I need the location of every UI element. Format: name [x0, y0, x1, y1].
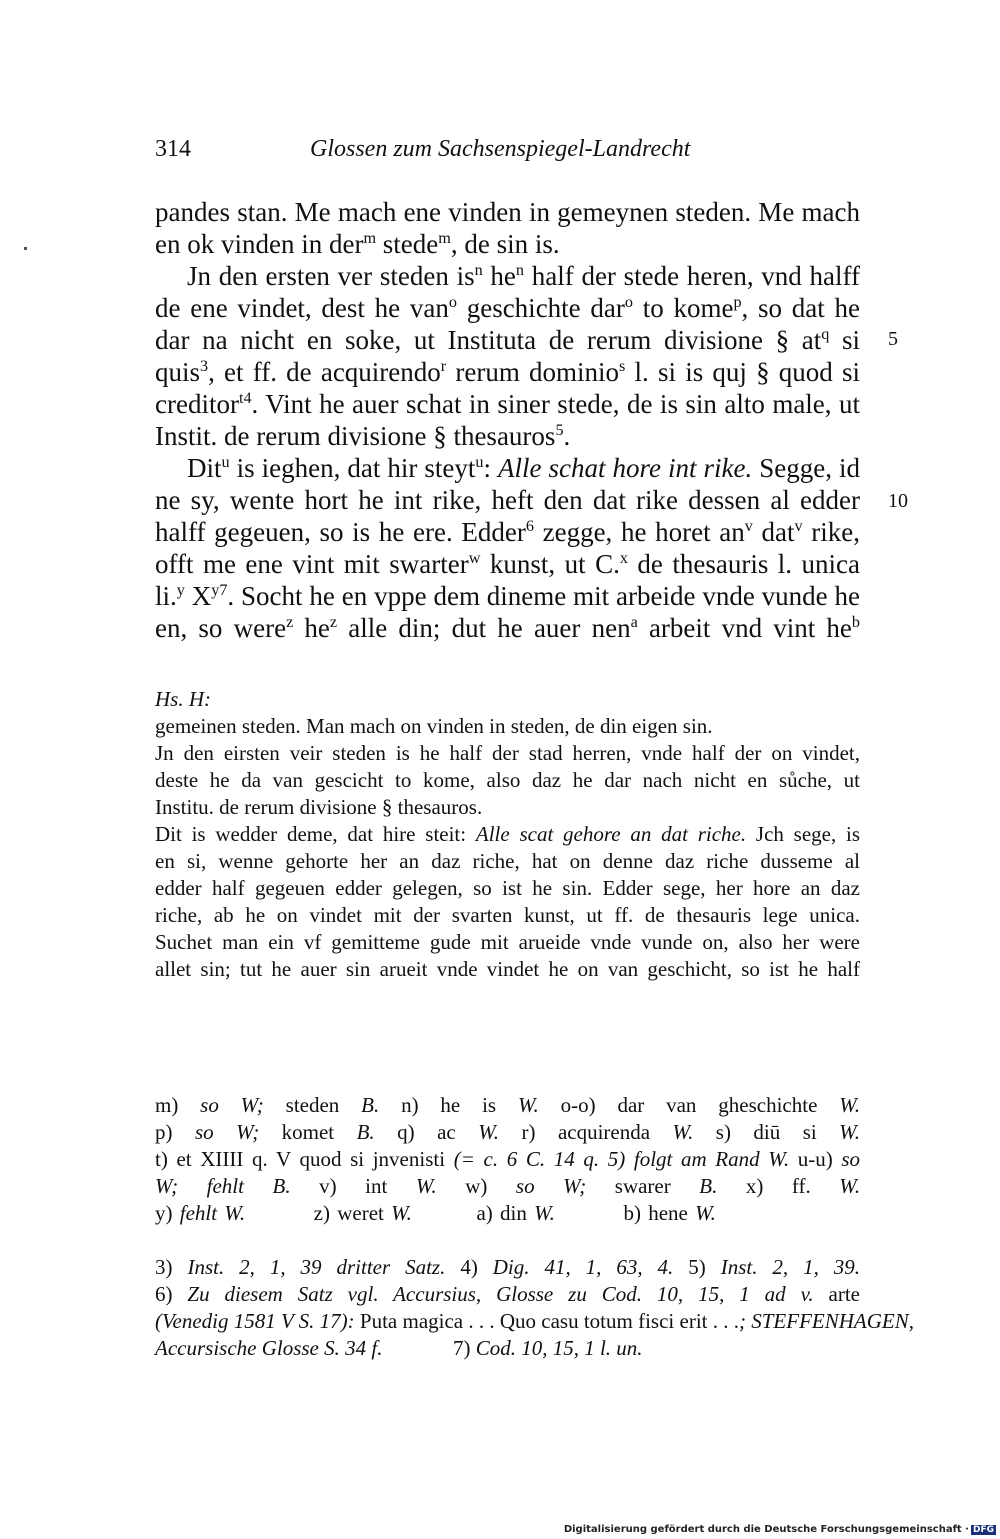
variant-line: en si, wenne gehorte her an daz riche, hat on denne daz riche dusseme al	[155, 849, 860, 873]
variant-line: riche, ab he on vindet mit der svarten kunst, ut ff. de thesauris lege unica.	[155, 903, 860, 927]
apparatus-entry: m) so W; steden B.	[155, 1093, 380, 1117]
apparatus-line	[155, 1092, 860, 1119]
apparatus-line	[155, 1200, 860, 1227]
margin-mark	[24, 247, 27, 250]
dfg-logo: DFG	[972, 1525, 994, 1535]
apparatus-line	[155, 1173, 860, 1200]
apparatus-entry: s) diū si W.	[715, 1120, 860, 1144]
text-line: ne sy, wente hort he int rike, heft den dat rike dessen al edder	[155, 485, 860, 515]
apparatus-entry: q) ac W.	[397, 1120, 500, 1144]
text-line: offt me ene vint mit swarter$^w$ kunst, ut C.$^x$ de thesauris l. unica	[155, 549, 860, 579]
apparatus-entry: t) et XIIII q. V quod si jnvenisti (= c. 6 C. 14 q. 5) folgt am Rand W.	[155, 1147, 790, 1171]
text-line: Dit$^u$ is ieghen, dat hir steyt$^u$: Alle schat hore int rike. Segge, id	[187, 453, 860, 483]
text-line: dar na nicht en soke, ut Instituta de rerum divisione § $at^q$ si	[155, 325, 861, 355]
note-line	[155, 1254, 860, 1281]
apparatus-entry: a) din W.	[476, 1201, 555, 1225]
note: 4) Dig. 41, 1, 63, 4.	[460, 1255, 674, 1279]
source-notes	[155, 1254, 914, 1362]
apparatus-line	[155, 1119, 860, 1146]
note-line: 6) Zu diesem Satz vgl. Accursius, Glosse zu Cod. 10, 15, 1 ad v. arte	[155, 1282, 860, 1306]
main-text	[155, 196, 860, 644]
text-line: creditor$^{t4}$. Vint he auer schat in siner stede, de is sin alto male, ut	[155, 389, 860, 419]
apparatus-entry: b) hene W.	[623, 1201, 716, 1225]
text-line: en ok vinden in der$^m$ stede$^m$, de sin is.	[155, 229, 560, 259]
variant-line: edder half gegeuen edder gelegen, so ist he sin. Edder sege, her hore an daz	[155, 876, 860, 900]
page-number: 314	[155, 136, 191, 162]
text-line: Jn den ersten ver steden $is^n$ $he^n$ half der stede heren, vnd halff	[187, 261, 861, 291]
critical-apparatus	[155, 1092, 860, 1227]
text-line: en, so were$^z$ $he^z$ alle din; dut he auer nen$^a$ arbeit vnd vint $he^b$	[155, 613, 861, 643]
running-title: Glossen zum Sachsenspiegel-Landrecht	[310, 136, 691, 162]
text-line: pandes stan. Me mach ene vinden in gemeynen steden. Me mach	[155, 197, 860, 227]
apparatus-entry: z) weret W.	[313, 1201, 412, 1225]
variant-line: Jn den eirsten veir steden is he half der stad herren, vnde half der on vindet,	[155, 741, 860, 765]
variant-line: Institu. de rerum divisione § thesauros.	[155, 795, 483, 819]
apparatus-entry: x) ff. W.	[745, 1174, 861, 1198]
text-line: halff gegeuen, so is he ere. Edder$^6$ zegge, he horet $an^v$ dat$^v$ rike,	[155, 517, 860, 547]
text-line: quis$^3$, et ff. de acquirendo$^r$ rerum dominio$^s$ l. si is quj § quod si	[155, 357, 860, 387]
digitization-credit: Digitalisierung gefördert durch die Deutsche Forschungsgemeinschaft · DFG	[563, 1524, 994, 1535]
variant-line: deste he da van gescicht to kome, also daz he dar nach nicht en sůche, ut	[155, 768, 860, 792]
apparatus-entry: r) acquirenda W.	[521, 1120, 694, 1144]
text-line: li.$^y$ $X^{y7}$. Socht he en vppe dem dineme mit arbeide vnde vunde he	[155, 581, 861, 611]
apparatus-entry: p) so W; komet B.	[155, 1120, 375, 1144]
note: 7) Cod. 10, 15, 1 l. un.	[452, 1336, 643, 1360]
manuscript-variant	[155, 686, 860, 983]
apparatus-entry: w) so W; swarer B.	[465, 1174, 718, 1198]
text-line: de ene vindet, dest he van$^o$ geschichte dar$^o$ to kome$^p$, so dat he	[155, 293, 860, 323]
apparatus-entry: u-u) so	[797, 1147, 861, 1171]
note-line: Accursische Glosse S. 34 f. 7) Cod. 10, 15, 1 l. un.	[155, 1336, 643, 1360]
apparatus-line	[155, 1146, 860, 1173]
variant-line: Dit is wedder deme, dat hire steit: Alle scat gehore an dat riche. Jch sege, is	[155, 822, 860, 846]
variant-heading: Hs. H:	[155, 687, 211, 711]
note: 5) Inst. 2, 1, 39.	[688, 1255, 861, 1279]
variant-line: gemeinen steden. Man mach on vinden in steden, de din eigen sin.	[155, 714, 713, 738]
variant-line: allet sin; tut he auer sin arueit vnde vindet he on van geschicht, so ist he half	[155, 957, 860, 981]
apparatus-entry: W; fehlt B.	[155, 1174, 291, 1198]
apparatus-entry: o-o) dar van gheschichte W.	[560, 1093, 861, 1117]
note-line: (Venedig 1581 V S. 17): Puta magica . . . Quo casu totum fisci erit . . .; STEFFENHAGEN,	[155, 1309, 914, 1333]
apparatus-entry: v) int W.	[319, 1174, 437, 1198]
note: 3) Inst. 2, 1, 39 dritter Satz.	[155, 1255, 446, 1279]
variant-line: Suchet man ein vf gemitteme gude mit arueide vnde vunde on, also her were	[155, 930, 860, 954]
apparatus-entry: n) he is W.	[401, 1093, 539, 1117]
apparatus-entry: y) fehlt W.	[155, 1201, 246, 1225]
line-number: 5	[888, 328, 898, 350]
text-line: Instit. de rerum divisione § thesauros$^5$.	[155, 421, 571, 451]
line-number: 10	[888, 490, 908, 512]
